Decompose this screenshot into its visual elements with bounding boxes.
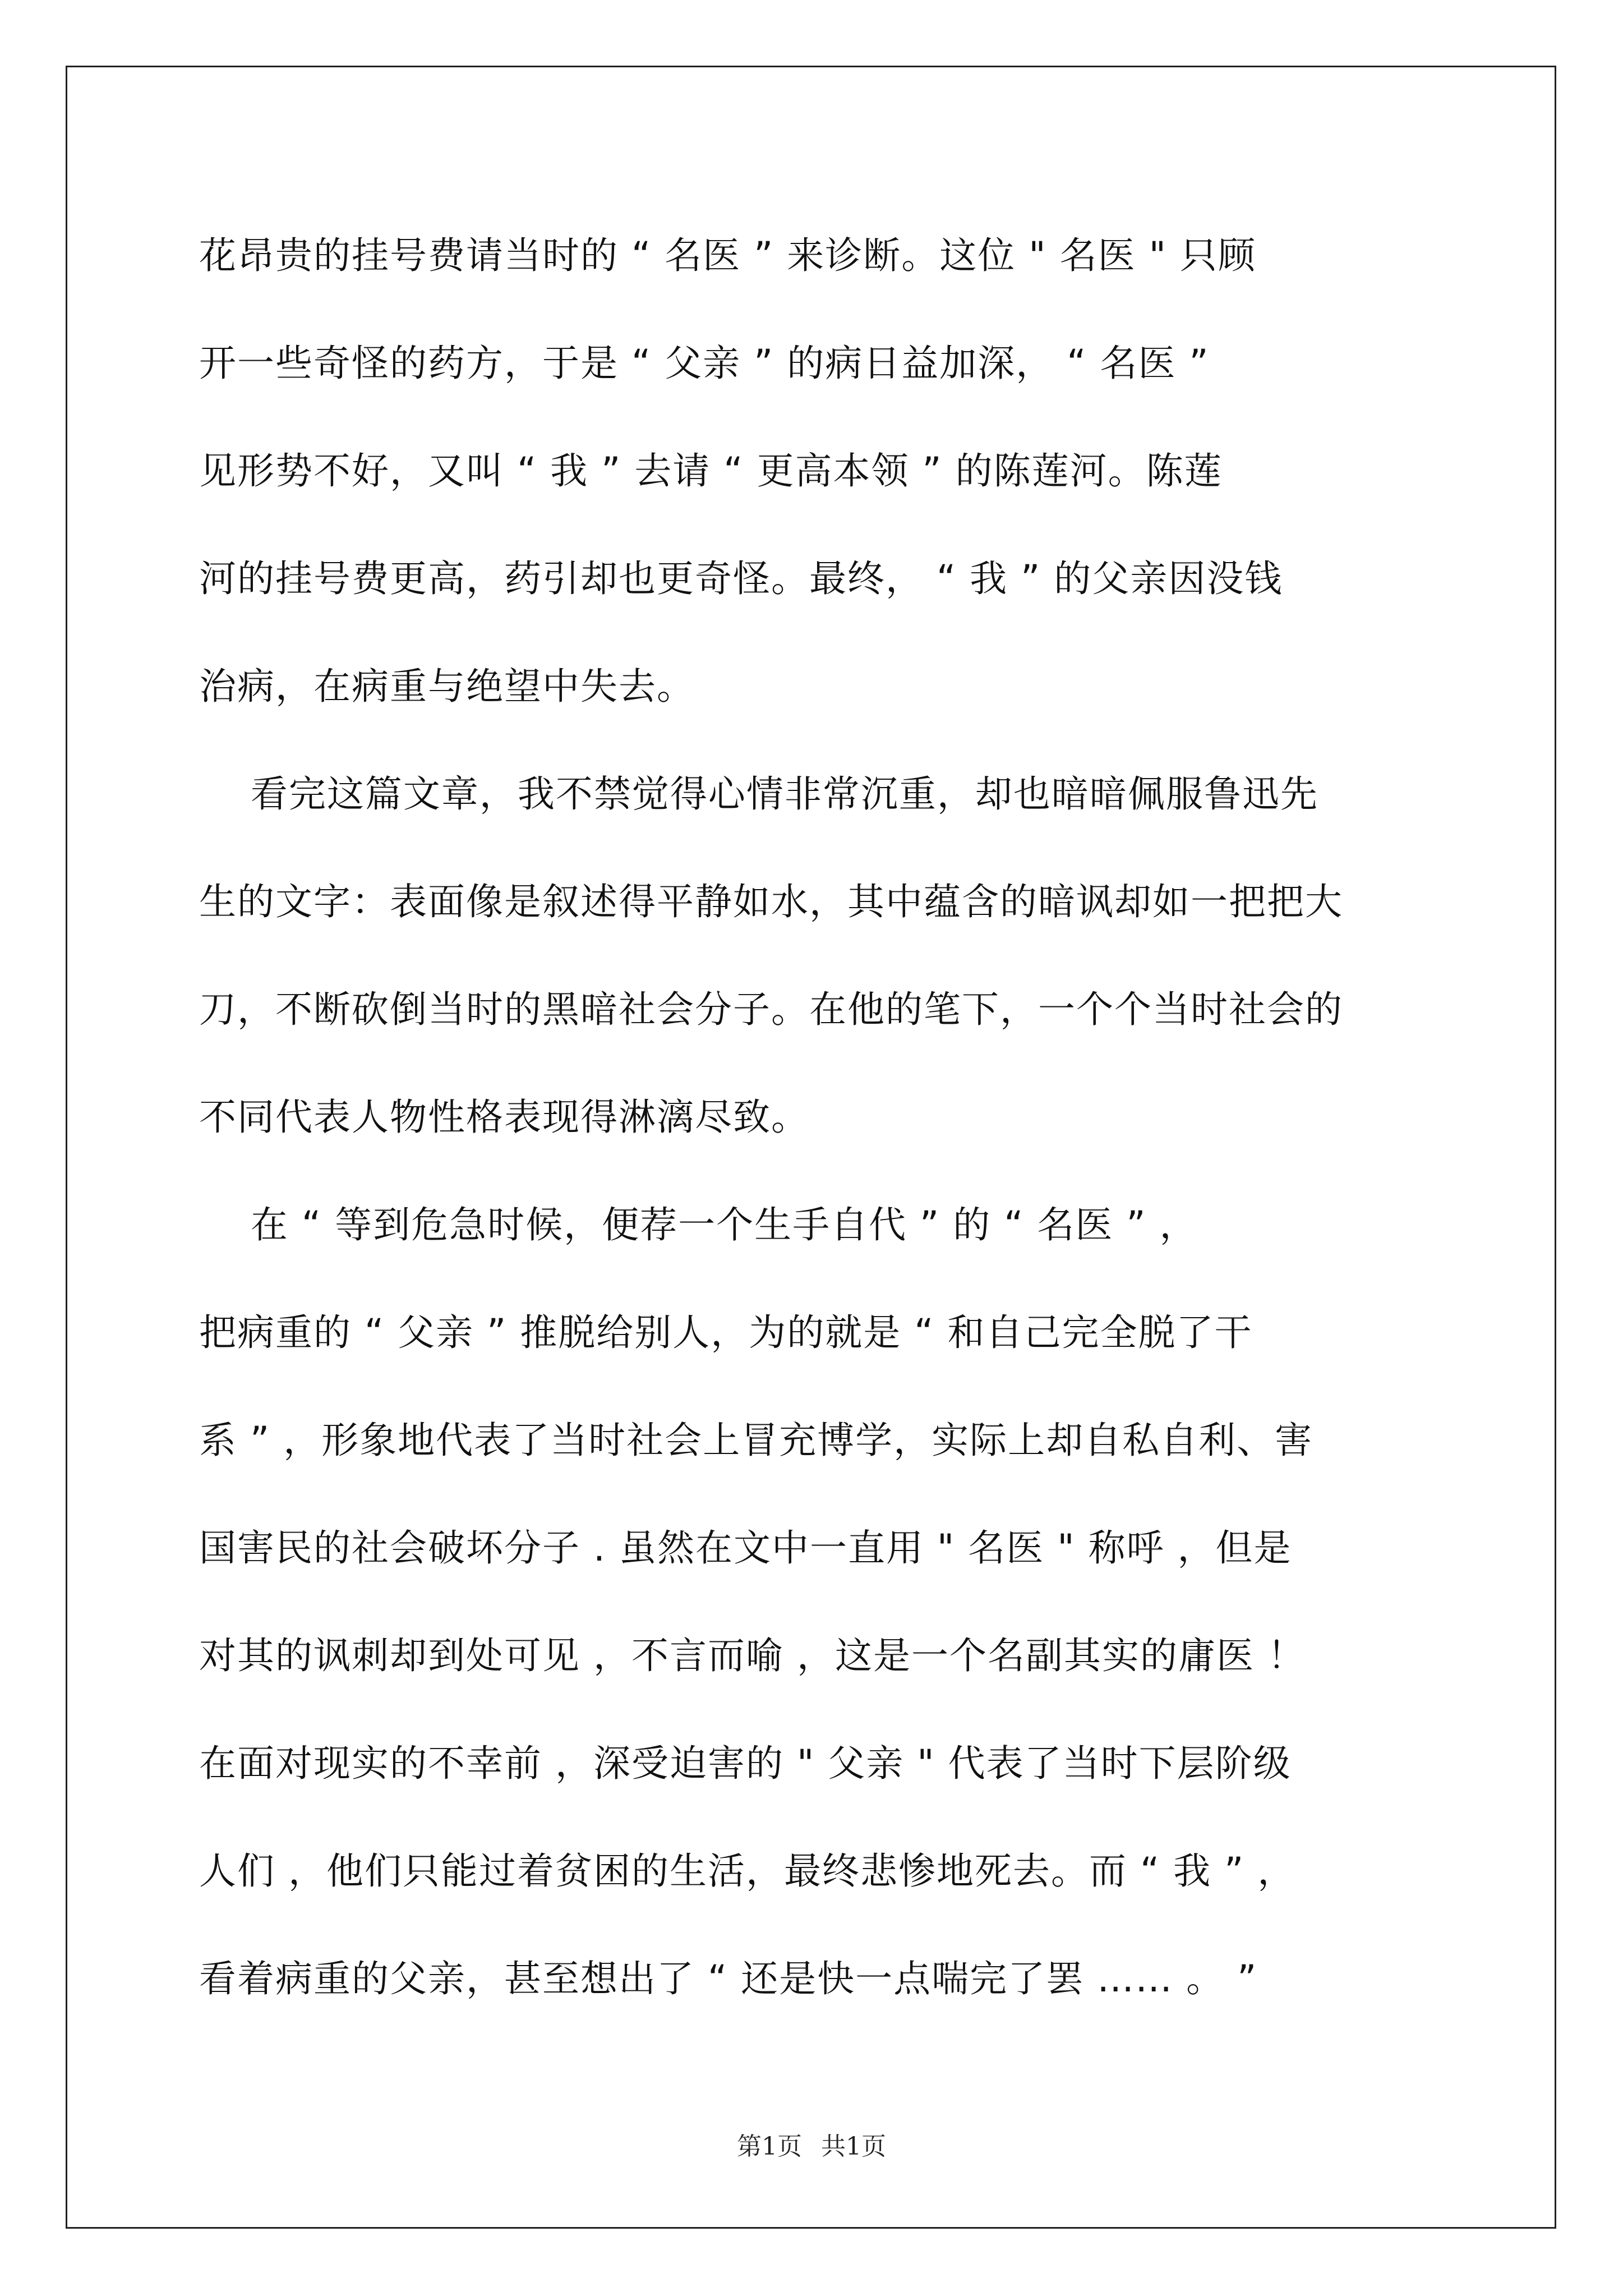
text-line-1: 花昂贵的挂号费请当时的 “ 名医 ” 来诊断。这位 " 名医 " 只顾 (199, 234, 1256, 277)
text-line-13: 国害民的社会破坏分子 . 虽然在文中一直用 " 名医 " 称呼 ，但是 (199, 1526, 1292, 1570)
text-line-4: 河的挂号费更高，药引却也更奇怪。最终， “ 我 ” 的父亲因没钱 (199, 557, 1283, 600)
text-line-10: 在 “ 等到危急时候，便荐一个生手自代 ” 的 “ 名医 ” ， (199, 1203, 1198, 1246)
text-line-17: 看着病重的父亲，甚至想出了 “ 还是快一点喘完了罢 …… 。 ” (199, 1957, 1258, 2000)
text-line-7: 生的文字：表面像是叙述得平静如水，其中蕴含的暗讽却如一把把大 (199, 880, 1343, 923)
text-line-5: 治病，在病重与绝望中失去。 (199, 665, 695, 708)
text-line-6: 看完这篇文章，我不禁觉得心情非常沉重，却也暗暗佩服鲁迅先 (199, 772, 1318, 816)
page-footer (0, 2126, 1623, 2162)
page-number-total: 共1页 (821, 2132, 886, 2161)
page-number-current: 第1页 (737, 2132, 802, 2161)
text-line-8: 刀，不断砍倒当时的黑暗社会分子。在他的笔下，一个个当时社会的 (199, 988, 1343, 1031)
text-line-3: 见形势不好，又叫 “ 我 ” 去请 “ 更高本领 ” 的陈莲河。陈莲 (199, 449, 1223, 493)
text-line-15: 在面对现实的不幸前 ，深受迫害的 " 父亲 " 代表了当时下层阶级 (199, 1742, 1292, 1785)
text-line-14: 对其的讽刺却到处可见 ，不言而喻 ，这是一个名副其实的庸医 ！ (199, 1634, 1306, 1677)
text-line-16: 人们 ，他们只能过着贫困的生活，最终悲惨地死去。而 “ 我 ” ， (199, 1849, 1296, 1893)
text-line-11: 把病重的 “ 父亲 ” 推脱给别人，为的就是 “ 和自己完全脱了干 (199, 1311, 1253, 1354)
document-body (199, 202, 1427, 2033)
text-line-2: 开一些奇怪的药方，于是 “ 父亲 ” 的病日益加深， “ 名医 ” (199, 342, 1210, 385)
text-line-12: 系 ” ，形象地代表了当时社会上冒充博学，实际上却自私自利、害 (199, 1419, 1313, 1462)
text-line-9: 不同代表人物性格表现得淋漓尽致。 (199, 1096, 809, 1139)
